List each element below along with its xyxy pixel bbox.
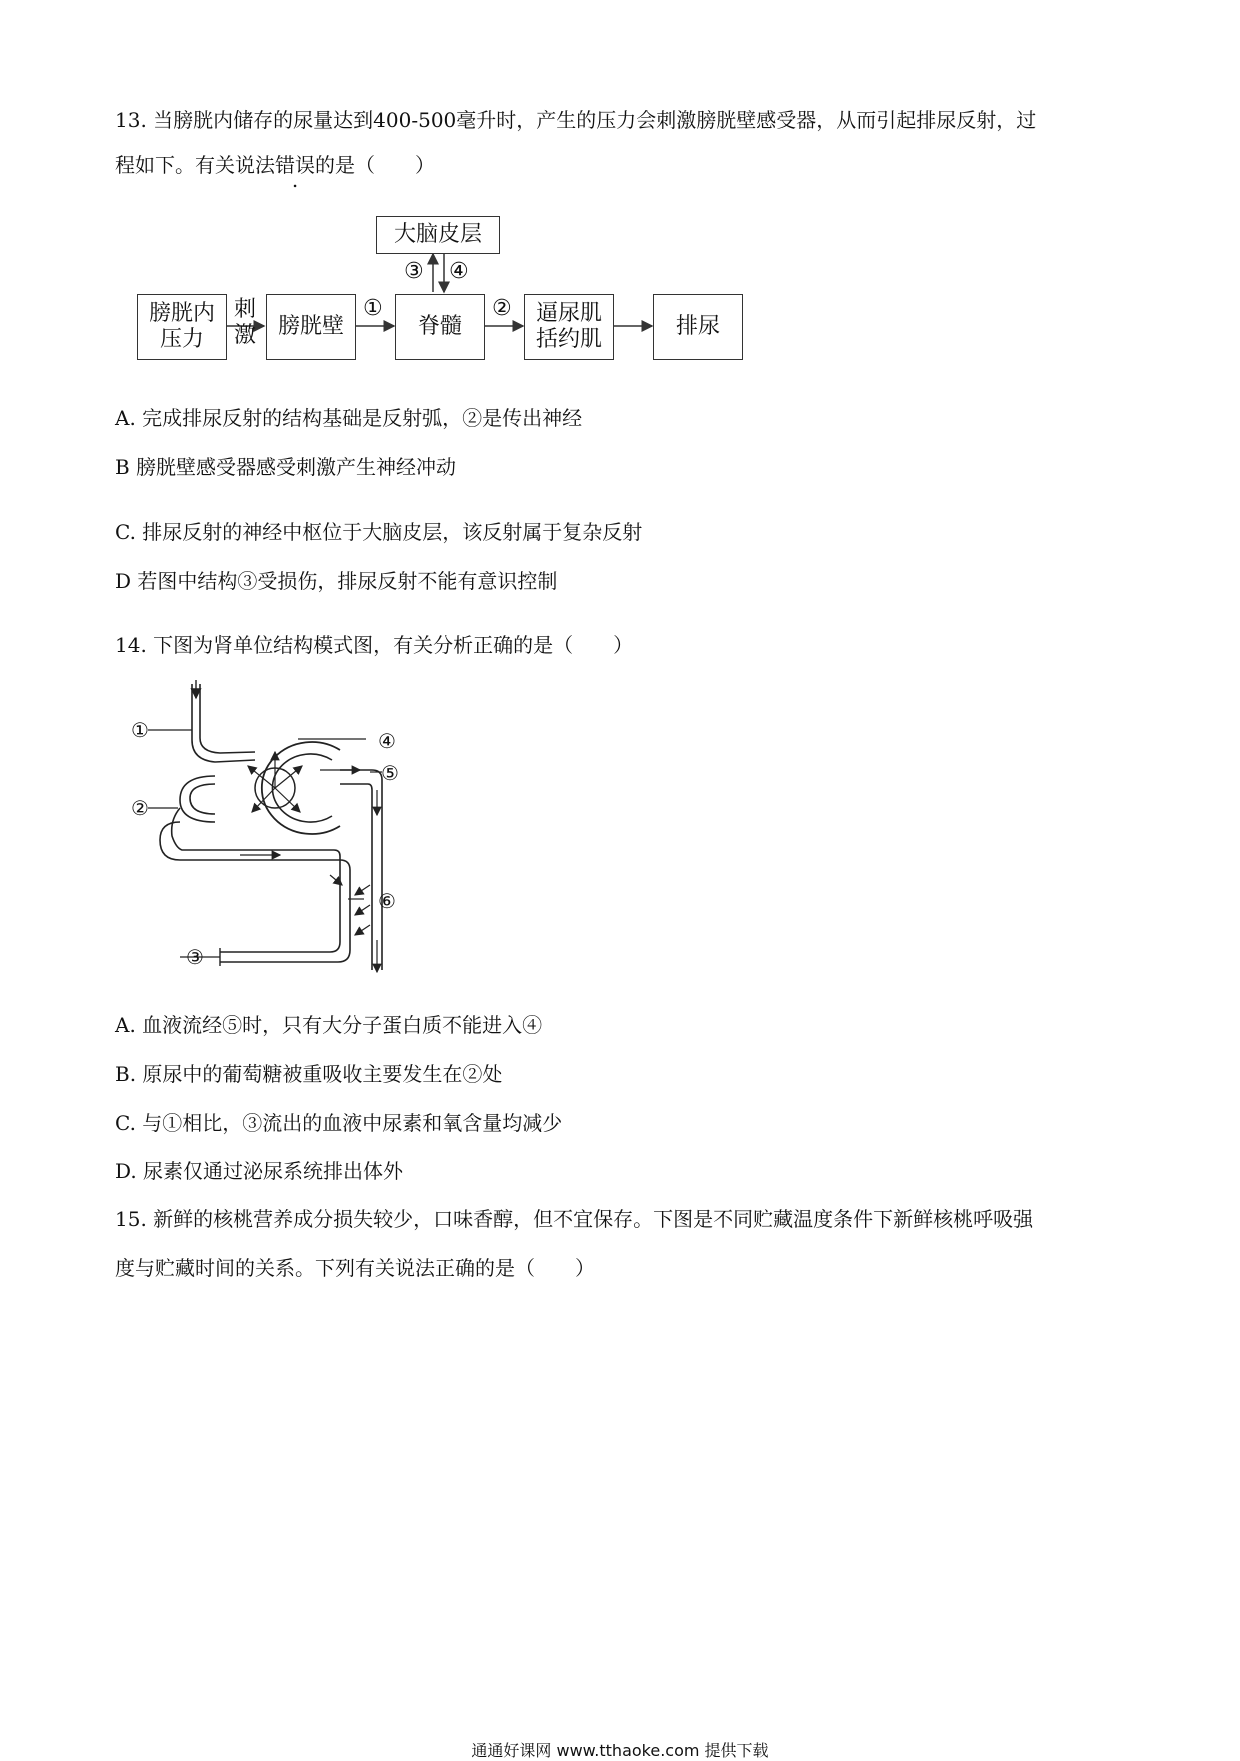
- box-spinal-cord: 脊髓: [395, 294, 485, 360]
- nephron-label-6: ⑥: [378, 889, 396, 913]
- box-cerebral-cortex: 大脑皮层: [376, 216, 500, 254]
- box-bladder-pressure: 膀胱内 压力: [137, 294, 227, 360]
- q14-option-c: C. 与①相比，③流出的血液中尿素和氧含量均减少: [115, 1111, 563, 1135]
- label-1: ①: [363, 296, 383, 321]
- q14-stem: 14. 下图为肾单位结构模式图，有关分析正确的是（ ）: [115, 633, 634, 657]
- nephron-label-3: ③: [186, 945, 204, 969]
- q13-emphasis-word: 错误: [275, 153, 315, 177]
- q13-stem-line2-pre: 程如下。有关说法: [115, 153, 275, 177]
- q14-option-a: A. 血液流经⑤时，只有大分子蛋白质不能进入④: [115, 1013, 543, 1037]
- q14-nephron-diagram: [120, 680, 440, 980]
- label-3: ③: [404, 259, 424, 284]
- nephron-label-2: ②: [131, 796, 149, 820]
- q13-option-d: D 若图中结构③受损伤，排尿反射不能有意识控制: [115, 569, 558, 593]
- box-muscles: 逼尿肌 括约肌: [524, 294, 614, 360]
- box-urination: 排尿: [653, 294, 743, 360]
- afferent-arteriole: [192, 684, 255, 762]
- renal-tubule: [340, 770, 382, 970]
- q14-option-b: B. 原尿中的葡萄糖被重吸收主要发生在②处: [115, 1062, 503, 1086]
- q13-stem-line2-post: 的是（ ）: [315, 153, 435, 177]
- q15-stem-line1: 15. 新鲜的核桃营养成分损失较少，口味香醇，但不宜保存。下图是不同贮藏温度条件下新鲜核桃呼吸强: [115, 1207, 1034, 1231]
- label-stimulus: 刺 激: [234, 297, 257, 348]
- nephron-label-5: ⑤: [381, 761, 399, 785]
- label-2: ②: [492, 296, 512, 321]
- box-bladder-wall: 膀胱壁: [266, 294, 356, 360]
- page-footer: 通通好课网 www.tthaoke.com 提供下载: [471, 1741, 769, 1760]
- q14-option-d: D. 尿素仅通过泌尿系统排出体外: [115, 1159, 404, 1183]
- label-4: ④: [449, 259, 469, 284]
- nephron-label-1: ①: [131, 718, 149, 742]
- nephron-label-4: ④: [378, 729, 396, 753]
- q13-stem-line1: 13. 当膀胱内储存的尿量达到400-500毫升时，产生的压力会刺激膀胱壁感受器，从而引起排尿反射，过: [115, 108, 1037, 132]
- q15-stem-line2: 度与贮藏时间的关系。下列有关说法正确的是（ ）: [115, 1256, 595, 1280]
- q13-option-c: C. 排尿反射的神经中枢位于大脑皮层，该反射属于复杂反射: [115, 520, 643, 544]
- peritubular-capillary: [160, 822, 350, 962]
- q13-option-a: A. 完成排尿反射的结构基础是反射弧，②是传出神经: [115, 406, 583, 430]
- q13-option-b: B 膀胱壁感受器感受刺激产生神经冲动: [115, 455, 457, 479]
